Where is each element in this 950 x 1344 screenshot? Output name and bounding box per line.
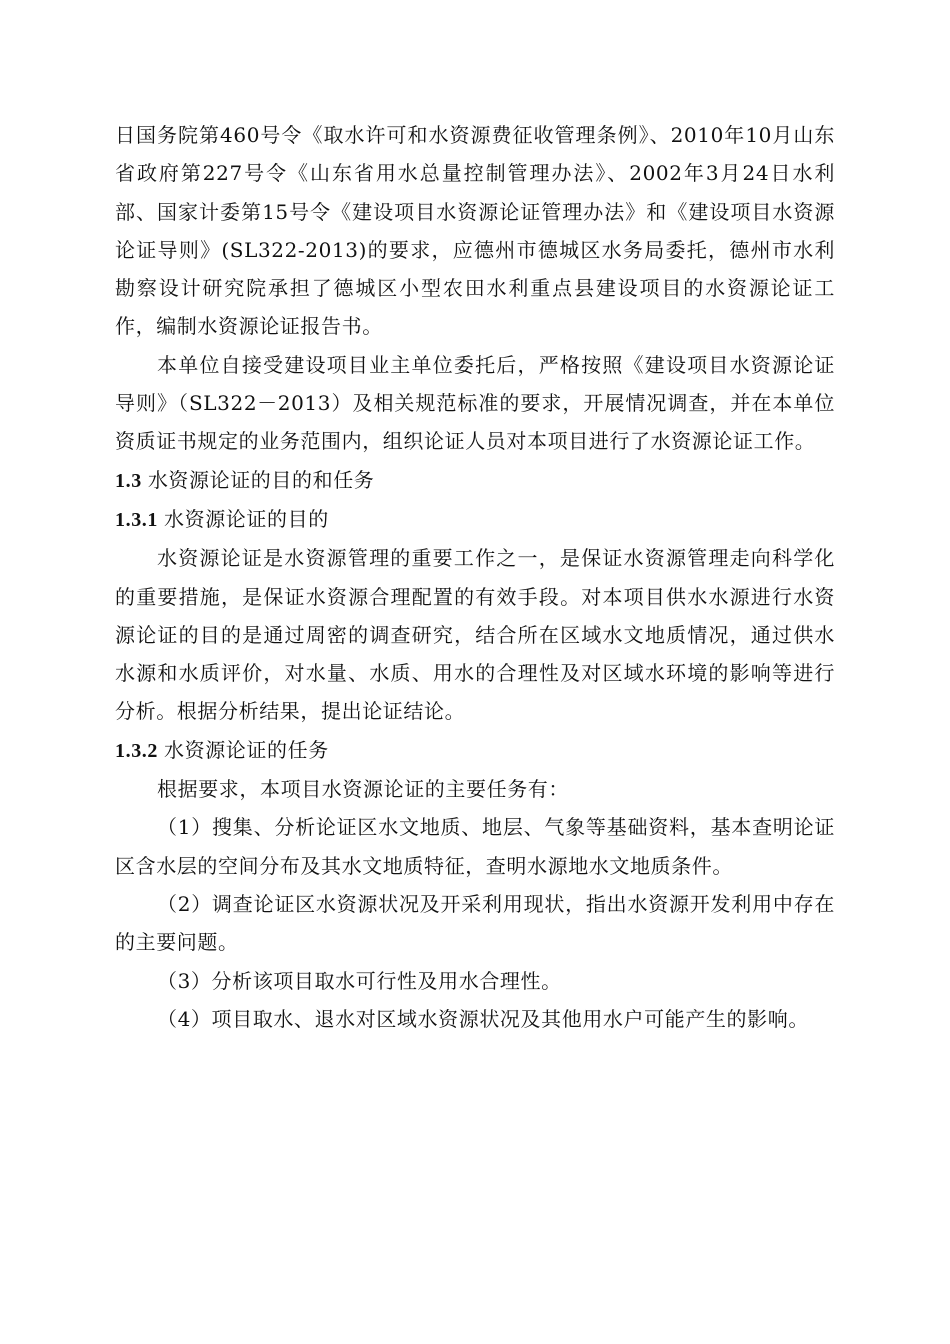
- document-body: [115, 116, 835, 1038]
- task-item-2: （2）调查论证区水资源状况及开采利用现状，指出水资源开发利用中存在的主要问题。: [115, 891, 835, 955]
- heading-1-3-1-number: 1.3.1: [115, 508, 158, 531]
- heading-1-3-number: 1.3: [115, 469, 142, 492]
- heading-1-3-2-title: 水资源论证的任务: [164, 737, 329, 762]
- heading-1-3: [115, 461, 835, 500]
- heading-1-3-1-title: 水资源论证的目的: [164, 506, 329, 531]
- paragraph-commission: 本单位自接受建设项目业主单位委托后，严格按照《建设项目水资源论证导则》（SL322－2013）及相关规范标准的要求，开展情况调查，并在本单位资质证书规定的业务范围内，组织论证人员对本项目进行了水资源论证工作。: [115, 352, 835, 454]
- task-item-4: （4）项目取水、退水对区域水资源状况及其他用水户可能产生的影响。: [157, 1006, 809, 1031]
- heading-1-3-2-number: 1.3.2: [115, 739, 158, 762]
- heading-1-3-title: 水资源论证的目的和任务: [147, 467, 375, 492]
- heading-1-3-2: [115, 731, 835, 770]
- paragraph-tasks-intro: 根据要求，本项目水资源论证的主要任务有：: [157, 777, 569, 802]
- paragraph-purpose: 水资源论证是水资源管理的重要工作之一，是保证水资源管理走向科学化的重要措施，是保证水资源合理配置的有效手段。对本项目供水水源进行水资源论证的目的是通过周密的调查研究，结合所在区域水文地质情况，通过供水水源和水质评价，对水量、水质、用水的合理性及对区域水环境的影响等进行分析。根据分析结果，提出论证结论。: [115, 546, 835, 724]
- paragraph-regulations: 日国务院第460号令《取水许可和水资源费征收管理条例》、2010年10月山东省政府第227号令《山东省用水总量控制管理办法》、2002年3月24日水利部、国家计委第15号令《建设项目水资源论证管理办法》和《建设项目水资源论证导则》(SL322-2013)的要求，应德州市德城区水务局委托，德州市水利勘察设计研究院承担了德城区小型农田水利重点县建设项目的水资源论证工作，编制水资源论证报告书。: [115, 123, 835, 339]
- task-item-1: （1）搜集、分析论证区水文地质、地层、气象等基础资料，基本查明论证区含水层的空间分布及其水文地质特征，查明水源地水文地质条件。: [115, 815, 835, 878]
- heading-1-3-1: [115, 500, 835, 539]
- task-item-3: （3）分析该项目取水可行性及用水合理性。: [157, 968, 562, 993]
